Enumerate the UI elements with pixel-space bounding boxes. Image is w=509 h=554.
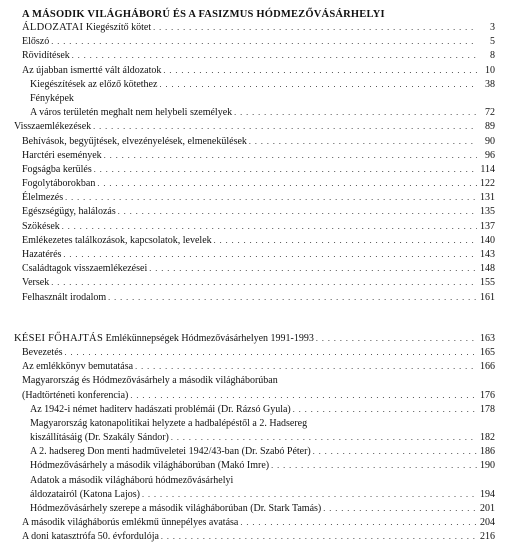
section1-title: A MÁSODIK VILÁGHÁBORÚ ÉS A FASIZMUS HÓDMEZŐVÁSÁRHELYI [22, 9, 385, 20]
toc-entry: Harctéri események . . . 96 [22, 149, 495, 163]
toc-entry: Egészségügy, halálozás . . . 135 [22, 205, 495, 219]
toc-entry: Fényképek [30, 92, 74, 104]
section2-heading-sub: Emlékünnepségek Hódmezővásárhelyen 1991-1993 [105, 332, 314, 344]
toc-entry: Fogolytáborokban . . . 122 [22, 177, 495, 191]
toc-entry: Felhasznált irodalom . . . 161 [22, 291, 495, 305]
toc-entry: Hódmezővásárhely a második világháborúban (Makó Imre) . . . 190 [22, 459, 495, 473]
toc-entry: Fogságba kerülés . . . 114 [22, 163, 495, 177]
toc-entry: Szökések . . . 137 [22, 220, 495, 234]
toc-entry: Családtagok visszaemlékezései . . . 148 [22, 262, 495, 276]
toc-entry: A doni katasztrófa 50. évfordulója . . . 216 [22, 530, 495, 544]
section1-heading [22, 21, 495, 35]
toc-entry: Kiegészítések az előző kötethez . . . 38 [22, 78, 495, 92]
leader-dots [316, 332, 477, 346]
toc-entry: Magyarország katonapolitikai helyzete a hadbalépéstől a 2. Hadsereg [30, 417, 308, 429]
section-divider [22, 305, 495, 332]
section1-heading-sub: Kiegészítő kötet [85, 22, 152, 33]
toc-entry: Visszaemlékezések . . . 89 [14, 120, 495, 134]
section2-heading-main: KÉSEI FŐHAJTÁS [14, 332, 104, 344]
toc-entry: Adatok a második világháború hódmezővásárhelyi [30, 474, 234, 486]
page-number: 3 [490, 22, 495, 33]
toc-entry: Az 1942-i német haditerv hadászati problémái (Dr. Rázsó Gyula) . . . 178 [22, 403, 495, 417]
toc-entry: A város területén meghalt nem helybeli személyek . . . 72 [22, 106, 495, 120]
toc-entry: A 2. hadsereg Don menti hadműveletei 1942/43-ban (Dr. Szabó Péter) . . . 186 [22, 445, 495, 459]
toc-entry: Emlékezetes találkozások, kapcsolatok, levelek . . . 140 [22, 234, 495, 248]
toc-entry: Hódmezővásárhely szerepe a második világháborúban (Dr. Stark Tamás) . . . 201 [22, 502, 495, 516]
toc-entry: kiszállításáig (Dr. Szakály Sándor) . . . 182 [22, 431, 495, 445]
toc-entry: Előszó . . . 5 [22, 35, 495, 49]
toc-entry: Az újabban ismertté vált áldozatok . . . 10 [22, 64, 495, 78]
toc-entry: (Hadtörténeti konferencia) . . . 176 [22, 389, 495, 403]
toc-entry: Magyarország és Hódmezővásárhely a második világháborúban [22, 375, 278, 387]
toc-entry: Behívások, begyűjtések, elvezényelések, elmenekülések . . . 90 [22, 135, 495, 149]
page-number: 163 [480, 332, 495, 344]
section1-heading-main: ÁLDOZATAI [22, 22, 84, 33]
toc-entry: Bevezetés . . . 165 [22, 346, 495, 360]
toc-entry: Hazatérés . . . 143 [22, 248, 495, 262]
toc-entry: Élelmezés . . . 131 [22, 191, 495, 205]
section2-heading [14, 332, 495, 346]
toc-entry: A második világháborús emlékmű ünnepélyes avatása . . . 204 [22, 516, 495, 530]
toc-entry: Rövidítések . . . 8 [22, 49, 495, 63]
leader-dots [153, 21, 477, 35]
toc-entry: áldozatairól (Katona Lajos) . . . 194 [22, 488, 495, 502]
toc-entry: Az emlékkönyv bemutatása . . . 166 [22, 360, 495, 374]
toc-entry: Versek . . . 155 [22, 276, 495, 290]
